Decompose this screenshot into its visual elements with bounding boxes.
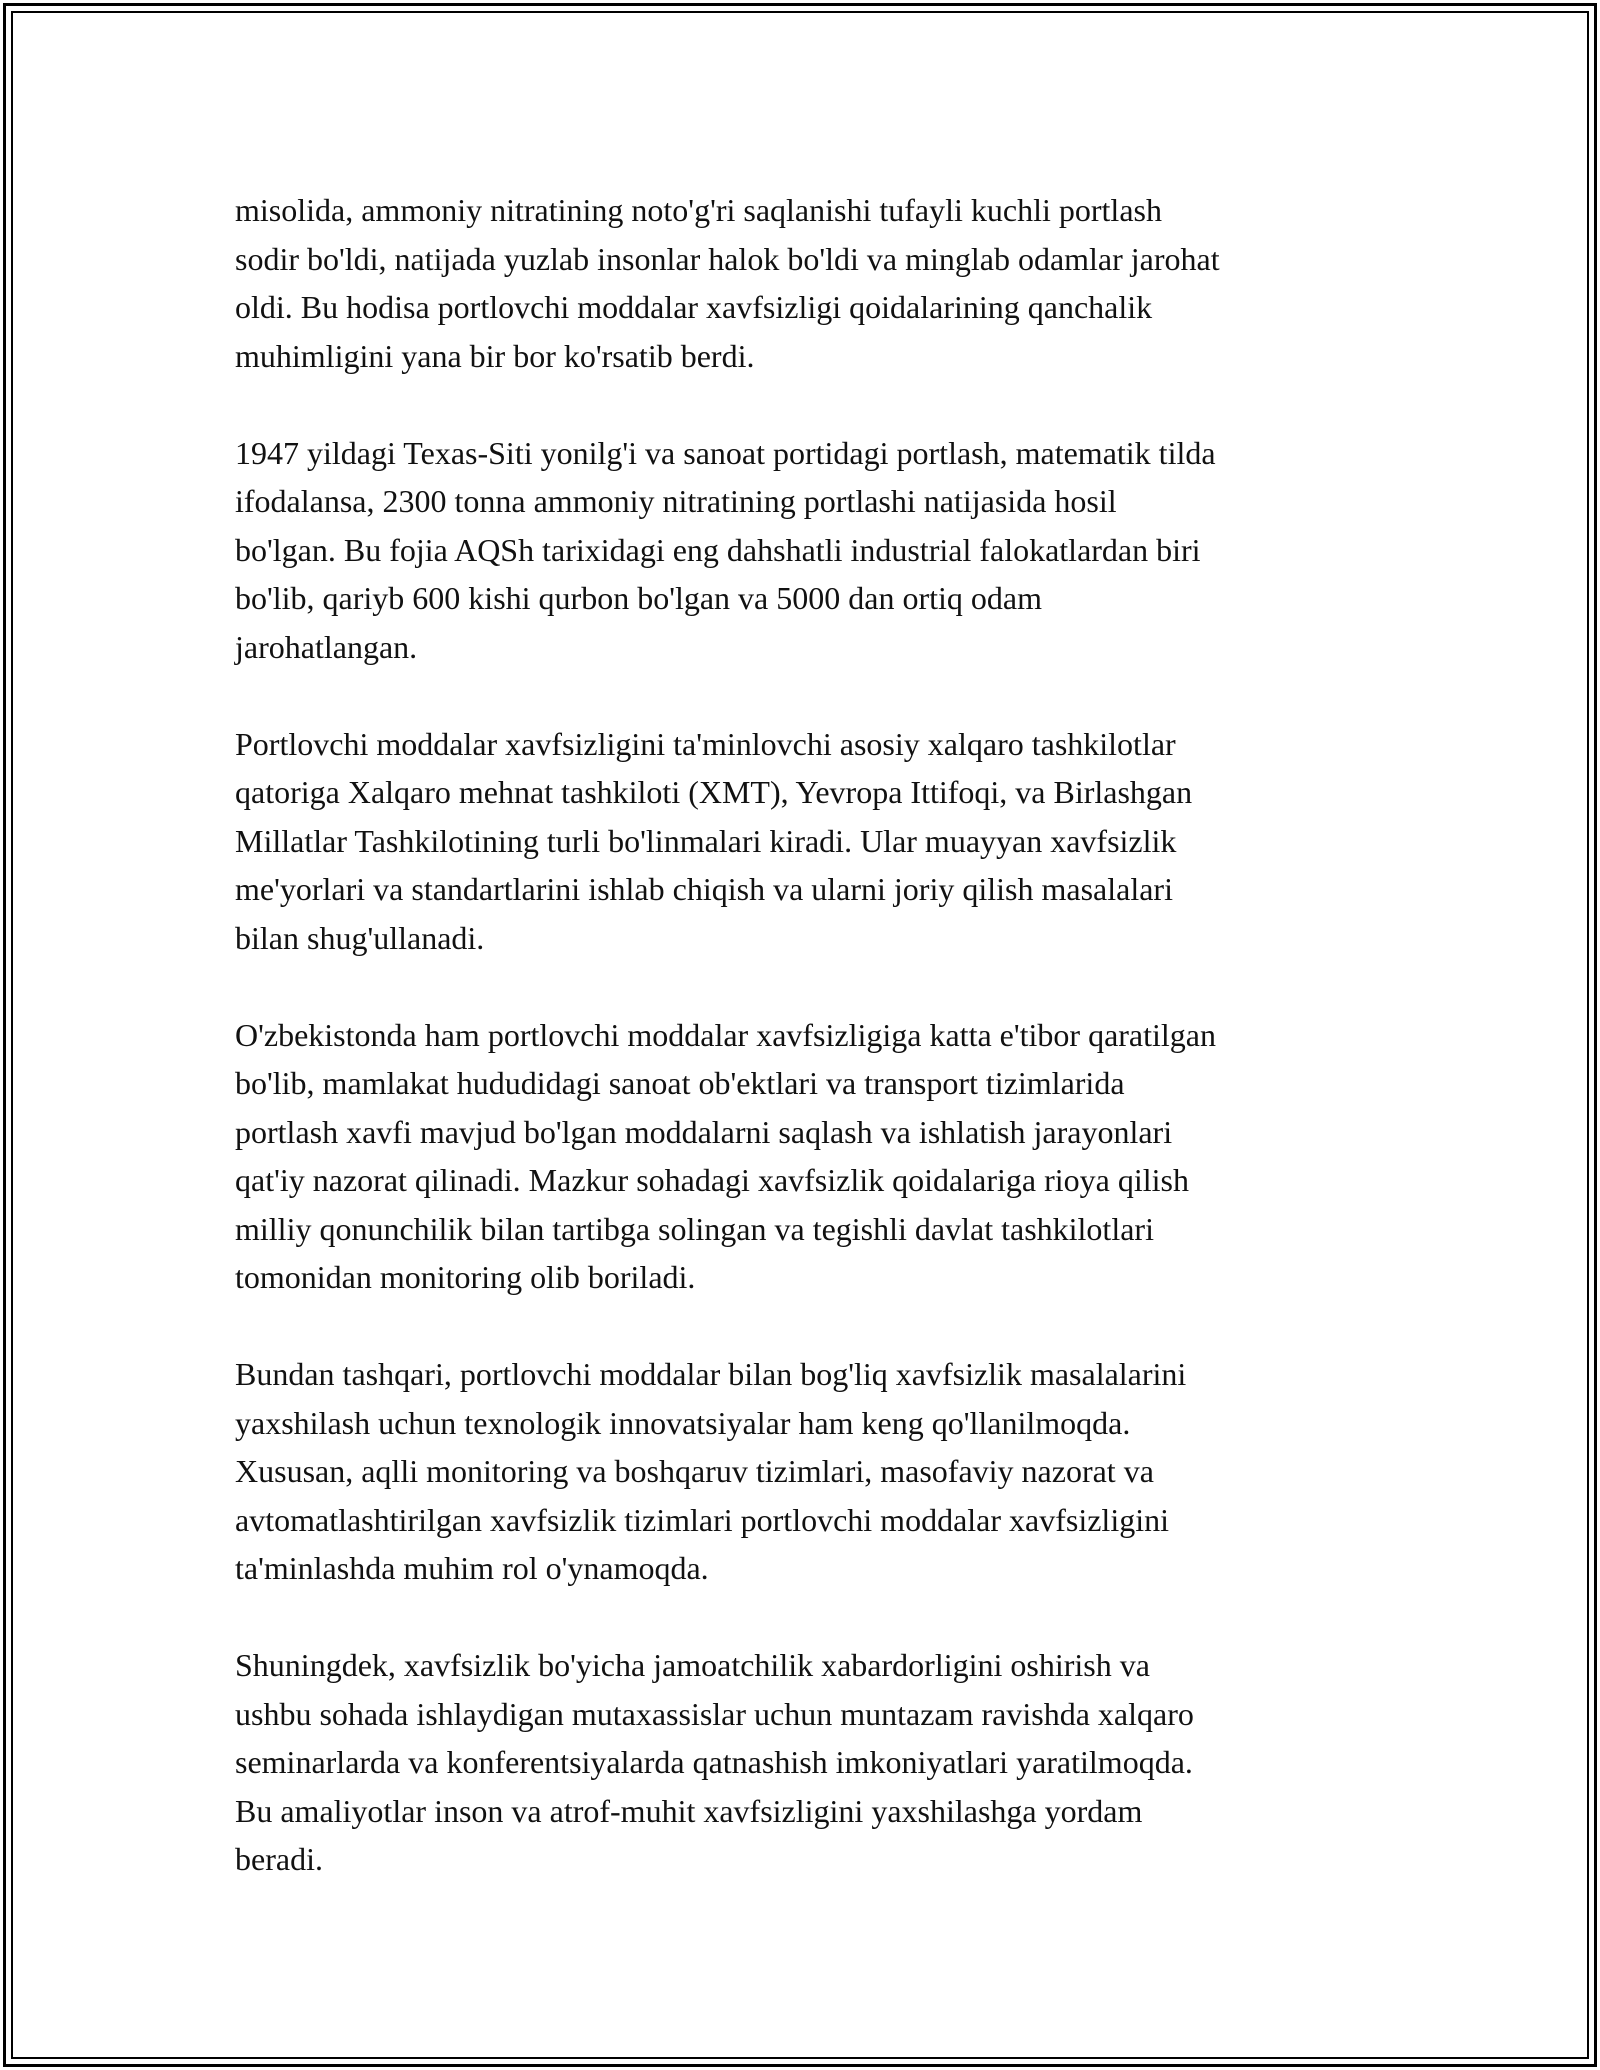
text-line: ta'minlashda muhim rol o'ynamoqda. [235,1550,709,1586]
paragraph [235,186,1370,380]
paragraph [235,1011,1370,1302]
text-line: yaxshilash uchun texnologik innovatsiyalar ham keng qo'llanilmoqda. [235,1404,1131,1441]
text-line: bo'lib, qariyb 600 kishi qurbon bo'lgan va 5000 dan ortiq odam [235,580,1042,616]
paragraph [235,1350,1370,1593]
text-line: bo'lgan. Bu fojia AQSh tarixidagi eng dahshatli industrial falokatlardan biri [235,531,1201,568]
text-line: qatoriga Xalqaro mehnat tashkiloti (XMT), Yevropa Ittifoqi, va Birlashgan [235,774,1193,810]
text-line: milliy qonunchilik bilan tartibga solingan va tegishli davlat tashkilotlari [235,1210,1154,1247]
text-line: Bu amaliyotlar inson va atrof-muhit xavfsizligini yaxshilashga yordam [235,1792,1143,1829]
text-line: qat'iy nazorat qilinadi. Mazkur sohadagi xavfsizlik qoidalariga rioya qilish [235,1162,1189,1198]
text-line: Portlovchi moddalar xavfsizligini ta'minlovchi asosiy xalqaro tashkilotlar [235,725,1176,762]
text-line: muhimligini yana bir bor ko'rsatib berdi. [235,337,755,374]
text-line: Xususan, aqlli monitoring va boshqaruv tizimlari, masofaviy nazorat va [235,1453,1154,1489]
text-line: sodir bo'ldi, natijada yuzlab insonlar halok bo'ldi va minglab odamlar jarohat [235,240,1220,277]
text-line: misolida, ammoniy nitratining noto'g'ri saqlanishi tufayli kuchli portlash [235,192,1162,228]
text-line: avtomatlashtirilgan xavfsizlik tizimlari portlovchi moddalar xavfsizligini [235,1501,1169,1538]
text-line: 1947 yildagi Texas-Siti yonilg'i va sanoat portidagi portlash, matematik tilda [235,434,1216,471]
text-line: portlash xavfi mavjud bo'lgan moddalarni saqlash va ishlatish jarayonlari [235,1113,1173,1150]
paragraph [235,429,1370,672]
text-line: beradi. [235,1841,323,1877]
text-line: oldi. Bu hodisa portlovchi moddalar xavfsizligi qoidalarining qanchalik [235,289,1153,325]
text-line: bilan shug'ullanadi. [235,919,485,956]
text-line: jarohatlangan. [235,628,418,665]
text-line: Millatlar Tashkilotining turli bo'linmalari kiradi. Ular muayyan xavfsizlik [235,822,1177,859]
text-line: Shuningdek, xavfsizlik bo'yicha jamoatchilik xabardorligini oshirish va [235,1647,1150,1683]
text-line: Bundan tashqari, portlovchi moddalar bilan bog'liq xavfsizlik masalalarini [235,1356,1187,1392]
paragraph [235,720,1370,963]
text-line: ifodalansa, 2300 tonna ammoniy nitratining portlashi natijasida hosil [235,483,1117,519]
text-line: tomonidan monitoring olib boriladi. [235,1259,696,1295]
text-line: bo'lib, mamlakat hududidagi sanoat ob'ektlari va transport tizimlarida [235,1065,1125,1101]
text-line: me'yorlari va standartlarini ishlab chiqish va ularni joriy qilish masalalari [235,871,1173,907]
text-line: seminarlarda va konferentsiyalarda qatnashish imkoniyatlari yaratilmoqda. [235,1744,1193,1780]
document-body [235,186,1370,1932]
text-line: O'zbekistonda ham portlovchi moddalar xavfsizligiga katta e'tibor qaratilgan [235,1016,1216,1053]
paragraph [235,1641,1370,1884]
text-line: ushbu sohada ishlaydigan mutaxassislar uchun muntazam ravishda xalqaro [235,1695,1194,1732]
